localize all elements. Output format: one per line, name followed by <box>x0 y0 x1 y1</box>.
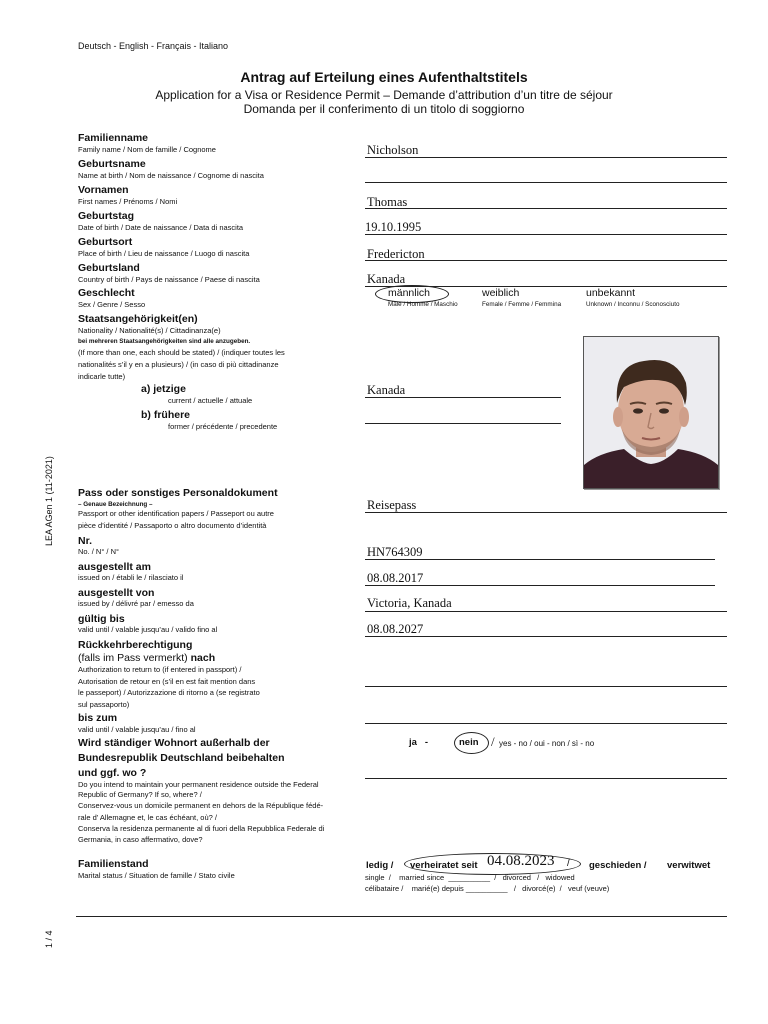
page-number: 1 / 4 <box>44 930 54 948</box>
passport-sublabel-2: pièce d’identité / Passaporto o altro documento d’identità <box>78 521 267 530</box>
residence-sub-1: Do you intend to maintain your permanent residence outside the Federal <box>78 780 319 789</box>
issued-by-sublabel: issued by / délivré par / emesso da <box>78 599 194 608</box>
form-subtitle-1: Application for a Visa or Residence Permit – Demande d’attribution d’un titre de séjour <box>155 88 613 102</box>
form-code: LEA AGen 1 (11-2021) <box>44 456 54 546</box>
nationality-note-2: nationalités s’il y en a plusieurs) / (in caso di più cittadinanze <box>78 360 279 369</box>
issued-on-sublabel: issued on / établi le / rilasciato il <box>78 573 184 582</box>
residence-sub-6: Germania, in caso affermativo, dove? <box>78 835 203 844</box>
birth-date-line <box>365 234 727 235</box>
sex-option-unknown[interactable]: unbekannt <box>586 287 636 299</box>
birth-place-line <box>365 260 727 261</box>
nationality-current-field[interactable]: Kanada <box>367 383 406 397</box>
valid-until-field[interactable]: 08.08.2027 <box>367 622 424 636</box>
residence-label-1: Wird ständiger Wohnort außerhalb der <box>78 737 270 749</box>
return-until-line <box>365 723 727 724</box>
form-subtitle-2: Domanda per il conferimento di un titolo di soggiorno <box>243 102 525 116</box>
sex-option-male[interactable]: männlich <box>388 287 431 299</box>
return-until-sublabel: valid until / valable jusqu’au / fino al <box>78 725 196 734</box>
first-names-sublabel: First names / Prénoms / Nomi <box>78 197 178 206</box>
issued-by-field[interactable]: Victoria, Kanada <box>367 596 452 610</box>
birth-country-field[interactable]: Kanada <box>367 272 406 286</box>
issued-on-field[interactable]: 08.08.2017 <box>367 571 424 585</box>
return-auth-line <box>365 686 727 687</box>
sex-option-unknown-sub: Unknown / Inconnu / Sconosciuto <box>586 301 680 308</box>
return-auth-label-2 <box>78 652 215 664</box>
marital-option-single[interactable]: ledig / <box>366 860 394 871</box>
valid-until-label: gültig bis <box>78 613 125 625</box>
marital-translation-fr: célibataire / marié(e) depuis __________ / divorcé(e) / veuf (veuve) <box>365 884 610 893</box>
return-auth-sub-2: Autorisation de retour en (s’il en est fait mention dans <box>78 677 256 686</box>
birth-country-label: Geburtsland <box>78 262 140 274</box>
marital-translation-en: single / married since __________ / divorced / widowed <box>365 873 575 882</box>
sex-sublabel: Sex / Genre / Sesso <box>78 300 146 309</box>
return-until-label: bis zum <box>78 712 118 724</box>
marital-label: Familienstand <box>78 858 149 870</box>
passport-number-field[interactable]: HN764309 <box>367 545 423 559</box>
residence-option-no[interactable]: nein <box>459 737 479 748</box>
nationality-former-sublabel: former / précédente / precedente <box>168 422 278 431</box>
nationality-label: Staatsangehörigkeit(en) <box>78 313 198 325</box>
family-name-sublabel: Family name / Nom de famille / Cognome <box>78 145 216 154</box>
nationality-sublabel: Nationality / Nationalité(s) / Cittadinanza(e) <box>78 326 221 335</box>
birth-name-label: Geburtsname <box>78 158 146 170</box>
first-names-field[interactable]: Thomas <box>367 195 408 209</box>
residence-option-yes[interactable]: ja - <box>409 737 429 748</box>
return-auth-condition: (falls im Pass vermerkt) <box>78 652 188 664</box>
return-auth-sub-3: le passeport) / Autorizzazione di ritorno a (se registrato <box>78 688 260 697</box>
birth-name-line <box>365 182 727 183</box>
sex-option-female[interactable]: weiblich <box>482 287 520 299</box>
nationality-note-3: indicarle tutte) <box>78 372 126 381</box>
first-names-label: Vornamen <box>78 184 129 196</box>
residence-sub-4: rale d’ Allemagne et, le cas échéant, où? / <box>78 813 217 822</box>
valid-until-line <box>365 636 727 637</box>
residence-label-3: und ggf. wo ? <box>78 767 147 779</box>
first-names-line <box>365 208 727 209</box>
language-list: Deutsch - English - Français - Italiano <box>78 41 229 51</box>
issued-on-label: ausgestellt am <box>78 561 151 573</box>
passport-label: Pass oder sonstiges Personaldokument <box>78 487 278 499</box>
birth-place-sublabel: Place of birth / Lieu de naissance / Luogo di nascita <box>78 249 250 258</box>
return-auth-nach: nach <box>190 652 216 664</box>
nationality-former-line <box>365 423 561 424</box>
nationality-note-1: (If more than one, each should be stated) / (indiquer toutes les <box>78 348 285 357</box>
valid-until-sublabel: valid until / valable jusqu’au / valido fino al <box>78 625 218 634</box>
marital-option-divorced[interactable]: geschieden / <box>589 860 647 871</box>
passport-type-field[interactable]: Reisepass <box>367 498 417 512</box>
passport-number-line <box>365 559 715 560</box>
nationality-current-line <box>365 397 561 398</box>
nationality-current-label: a) jetzige <box>141 383 186 395</box>
passport-number-label: Nr. <box>78 535 93 547</box>
marital-option-widowed[interactable]: verwitwet <box>667 860 711 871</box>
return-auth-sub-4: sul passaporto) <box>78 700 130 709</box>
sex-label: Geschlecht <box>78 287 135 299</box>
issued-by-line <box>365 611 727 612</box>
residence-sub-5: Conserva la residenza permanente al di fuori della Repubblica Federale di <box>78 824 325 833</box>
issued-by-label: ausgestellt von <box>78 587 155 599</box>
marital-separator: / <box>567 858 570 869</box>
residence-translations: yes - no / oui - non / sì - no <box>499 739 595 748</box>
birth-date-sublabel: Date of birth / Date de naissance / Data di nascita <box>78 223 244 232</box>
passport-photo <box>583 336 719 489</box>
nationality-current-sublabel: current / actuelle / attuale <box>168 396 253 405</box>
passport-type-line <box>365 512 727 513</box>
return-auth-label: Rückkehrberechtigung <box>78 639 193 651</box>
return-auth-sub-1: Authorization to return to (if entered in passport) / <box>78 665 242 674</box>
nationality-note-bold: bei mehreren Staatsangehörigkeiten sind alle anzugeben. <box>78 338 251 345</box>
birth-place-field[interactable]: Fredericton <box>367 247 425 261</box>
residence-line <box>365 778 727 779</box>
married-since-field[interactable]: 04.08.2023 <box>487 853 555 869</box>
form-title: Antrag auf Erteilung eines Aufenthaltstitels <box>240 69 528 85</box>
passport-note: – Genaue Bezeichnung – <box>78 501 153 508</box>
residence-sub-2: Republic of Germany? If so, where? / <box>78 790 202 799</box>
family-name-line <box>365 157 727 158</box>
residence-label-2: Bundesrepublik Deutschland beibehalten <box>78 752 285 764</box>
marital-option-married[interactable]: verheiratet seit <box>410 860 478 871</box>
passport-number-sublabel: No. / N° / N° <box>78 547 120 556</box>
nationality-former-label: b) frühere <box>141 409 191 421</box>
birth-date-field[interactable]: 19.10.1995 <box>365 220 422 234</box>
issued-on-line <box>365 585 715 586</box>
family-name-label: Familienname <box>78 132 149 144</box>
bottom-divider <box>76 916 727 917</box>
residence-option-separator: / <box>491 734 495 749</box>
person-photo-illustration <box>584 337 718 488</box>
birth-name-sublabel: Name at birth / Nom de naissance / Cognome di nascita <box>78 171 264 180</box>
birth-date-label: Geburtstag <box>78 210 135 222</box>
passport-sublabel-1: Passport or other identification papers / Passeport ou autre <box>78 509 274 518</box>
sex-option-female-sub: Female / Femme / Femmina <box>482 301 562 308</box>
sex-option-male-sub: Male / Homme / Maschio <box>388 301 458 308</box>
birth-country-sublabel: Country of birth / Pays de naissance / Paese di nascita <box>78 275 260 284</box>
marital-sublabel: Marital status / Situation de famille / Stato civile <box>78 871 235 880</box>
residence-sub-3: Conservez-vous un domicile permanent en dehors de la République fédé- <box>78 801 324 810</box>
birth-place-label: Geburtsort <box>78 236 133 248</box>
family-name-field[interactable]: Nicholson <box>367 143 419 157</box>
